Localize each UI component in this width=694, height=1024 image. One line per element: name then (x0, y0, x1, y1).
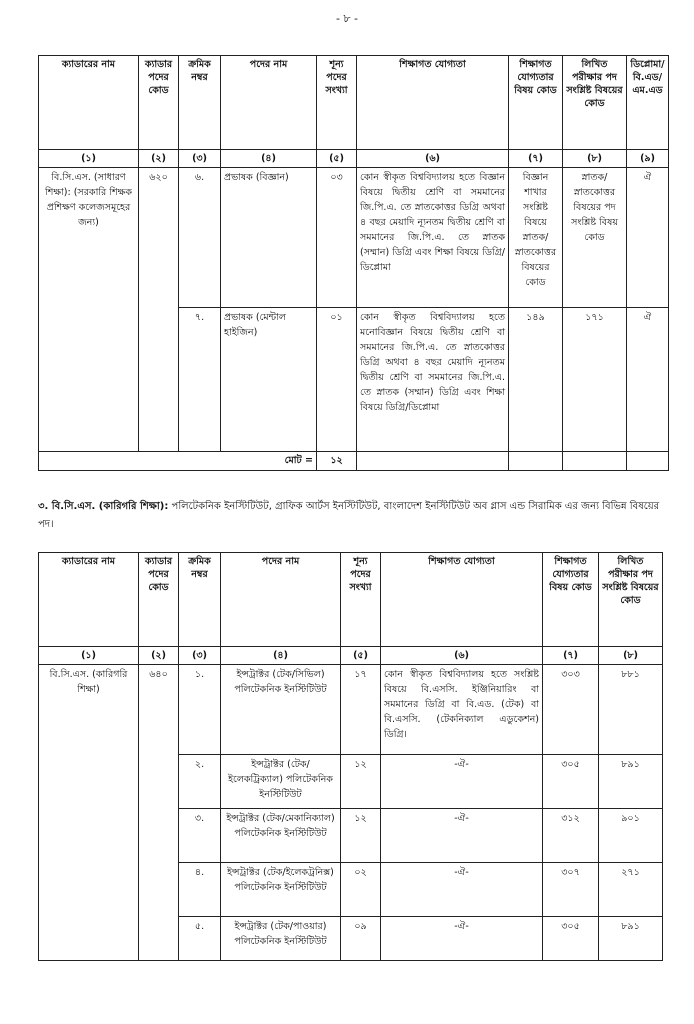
exam-code: ৮৮১ (599, 665, 663, 755)
exam-code: ১৭১ (563, 308, 627, 452)
col-num: (৭) (543, 647, 599, 665)
header-cell: ক্রমিক নম্বর (179, 553, 221, 647)
header-cell: ক্যাডারের নাম (39, 553, 139, 647)
qualification: -ঐ- (381, 917, 543, 961)
post-name: ইন্সট্রাক্টর (টেক/পাওয়ার) পলিটেকনিক ইনস্টিটিউট (221, 917, 341, 961)
qualification: -ঐ- (381, 755, 543, 809)
vacancy: ০২ (341, 863, 381, 917)
diploma: ঐ (627, 168, 669, 308)
column-number-row (39, 150, 669, 168)
table-row (39, 168, 669, 308)
col-num: (৪) (221, 150, 317, 168)
col-num: (১) (39, 647, 139, 665)
serial: ১. (179, 665, 221, 755)
table-row (39, 665, 663, 755)
empty-cell (563, 452, 627, 471)
section-title: ৩. বি.সি.এস. (কারিগরি শিক্ষা): (38, 501, 169, 512)
vacancy: ১২ (341, 755, 381, 809)
col-num: (৬) (357, 150, 509, 168)
serial: ৬. (179, 168, 221, 308)
subject-code: ১৪৯ (509, 308, 563, 452)
section-text: পলিটেকনিক ইনস্টিটিউট, গ্রাফিক আর্টস ইনস্টিটিউট, বাংলাদেশ ইনস্টিটিউট অব গ্লাস এন্ড সিরামিক এর জন্য বিভিন্ন বিষয়ের পদ। (38, 501, 660, 530)
table-header-row (39, 553, 663, 647)
post-name: প্রভাষক (মেন্টাল হাইজিন) (221, 308, 317, 452)
qualification: -ঐ- (381, 863, 543, 917)
header-cell: ক্রমিক নম্বর (179, 56, 221, 150)
header-cell: ডিপ্লোমা/ বি.এড/ এম.এড (627, 56, 669, 150)
header-cell: শিক্ষাগত যোগ্যতার বিষয় কোড (509, 56, 563, 150)
subject-code: ৩১২ (543, 809, 599, 863)
empty-cell (357, 452, 509, 471)
col-num: (২) (139, 647, 179, 665)
header-cell: লিখিত পরীক্ষার পদ সংশ্লিষ্ট বিষয়ের কোড (599, 553, 663, 647)
col-num: (৮) (563, 150, 627, 168)
subject-code: ৩০৭ (543, 863, 599, 917)
cadre-code: ৬৪০ (139, 665, 179, 961)
col-num: (৫) (317, 150, 357, 168)
vacancy: ০৯ (341, 917, 381, 961)
post-name: ইন্সট্রাক্টর (টেক/মেকানিক্যাল) পলিটেকনিক ইনস্টিটিউট (221, 809, 341, 863)
page-number: - ৮ - (335, 12, 359, 25)
diploma: ঐ (627, 308, 669, 452)
cadre-name: বি.সি.এস. (কারিগরি শিক্ষা) (39, 665, 139, 961)
col-num: (৭) (509, 150, 563, 168)
qualification: কোন স্বীকৃত বিশ্ববিদ্যালয় হতে বিজ্ঞান বিষয়ে দ্বিতীয় শ্রেণি বা সমমানের জি.পি.এ. তে স্নাতকোত্তর ডিগ্রি অথবা ৪ বছর মেয়াদি ন্যূনতম দ্বিতীয় শ্রেণি বা সমমানের জি.পি.এ. তে স্নাতক (সম্মান) ডিগ্রি এবং শিক্ষা বিষয়ে ডিগ্রি/ডিপ্লোমা (357, 168, 509, 308)
exam-code: ৮৯১ (599, 917, 663, 961)
vacancy: ১৭ (341, 665, 381, 755)
col-num: (৬) (381, 647, 543, 665)
col-num: (৪) (221, 647, 341, 665)
col-num: (২) (139, 150, 179, 168)
subject-code: ৩০৫ (543, 917, 599, 961)
header-cell: লিখিত পরীক্ষার পদ সংশ্লিষ্ট বিষয়ের কোড (563, 56, 627, 150)
header-cell: শূন্য পদের সংখ্যা (341, 553, 381, 647)
exam-code: স্নাতক/ স্নাতকোত্তর বিষয়ের পদ সংশ্লিষ্ট বিষয় কোড (563, 168, 627, 308)
post-name: ইন্সট্রাক্টর (টেক/ইলেকট্রনিক্স) পলিটেকনিক ইনস্টিটিউট (221, 863, 341, 917)
qualification: -ঐ- (381, 809, 543, 863)
empty-cell (627, 452, 669, 471)
serial: ৩. (179, 809, 221, 863)
qualification: কোন স্বীকৃত বিশ্ববিদ্যালয় হতে মনোবিজ্ঞান বিষয়ে দ্বিতীয় শ্রেণি বা সমমানের জি.পি.এ. তে স্নাতকোত্তর ডিগ্রি অথবা ৪ বছর মেয়াদি ন্যূনতম দ্বিতীয় শ্রেণি বা সমমানের জি.পি.এ. তে স্নাতক (সম্মান) ডিগ্রি এবং শিক্ষা বিষয়ে ডিগ্রি/ডিপ্লোমা (357, 308, 509, 452)
vacancy: ০১ (317, 308, 357, 452)
header-cell: ক্যাডারের নাম (39, 56, 139, 150)
col-num: (৮) (599, 647, 663, 665)
section-heading (38, 498, 668, 534)
header-cell: শিক্ষাগত যোগ্যতা (381, 553, 543, 647)
header-cell: পদের নাম (221, 553, 341, 647)
col-num: (৫) (341, 647, 381, 665)
table-technical-education (38, 552, 663, 961)
header-cell: ক্যাডার পদের কোড (139, 553, 179, 647)
col-num: (১) (39, 150, 139, 168)
serial: ৪. (179, 863, 221, 917)
total-label: মোট = (39, 452, 317, 471)
post-name: ইন্সট্রাক্টর (টেক/ইলেকট্রিক্যাল) পলিটেকনিক ইনস্টিটিউট (221, 755, 341, 809)
header-cell: শিক্ষাগত যোগ্যতার বিষয় কোড (543, 553, 599, 647)
total-value: ১২ (317, 452, 357, 471)
header-cell: ক্যাডার পদের কোড (139, 56, 179, 150)
col-num: (৩) (179, 647, 221, 665)
serial: ২. (179, 755, 221, 809)
serial: ৭. (179, 308, 221, 452)
exam-code: ৮৯১ (599, 755, 663, 809)
header-cell: শূন্য পদের সংখ্যা (317, 56, 357, 150)
vacancy: ১২ (341, 809, 381, 863)
exam-code: ৯০১ (599, 809, 663, 863)
qualification: কোন স্বীকৃত বিশ্ববিদ্যালয় হতে সংশ্লিষ্ট বিষয়ে বি.এসসি. ইঞ্জিনিয়ারিং বা সমমানের ডিগ্রি বা বি.এড. (টেক) বা বি.এসসি. (টেকনিক্যাল এডুকেশন) ডিগ্রি। (381, 665, 543, 755)
subject-code: বিজ্ঞান শাখার সংশ্লিষ্ট বিষয়ে স্নাতক/ স্নাতকোত্তর বিষয়ের কোড (509, 168, 563, 308)
serial: ৫. (179, 917, 221, 961)
exam-code: ২৭১ (599, 863, 663, 917)
col-num: (৩) (179, 150, 221, 168)
empty-cell (509, 452, 563, 471)
col-num: (৯) (627, 150, 669, 168)
post-name: প্রভাষক (বিজ্ঞান) (221, 168, 317, 308)
total-row (39, 452, 669, 471)
cadre-name: বি.সি.এস. (সাধারণ শিক্ষা): (সরকারি শিক্ষক প্রশিক্ষণ কলেজসমূহের জন্য) (39, 168, 139, 452)
vacancy: ০৩ (317, 168, 357, 308)
table-general-education (38, 55, 669, 471)
header-cell: পদের নাম (221, 56, 317, 150)
header-cell: শিক্ষাগত যোগ্যতা (357, 56, 509, 150)
post-name: ইন্সট্রাক্টর (টেক/সিভিল) পলিটেকনিক ইনস্টিটিউট (221, 665, 341, 755)
table-header-row (39, 56, 669, 150)
subject-code: ৩০৫ (543, 755, 599, 809)
column-number-row (39, 647, 663, 665)
subject-code: ৩০৩ (543, 665, 599, 755)
cadre-code: ৬২০ (139, 168, 179, 452)
